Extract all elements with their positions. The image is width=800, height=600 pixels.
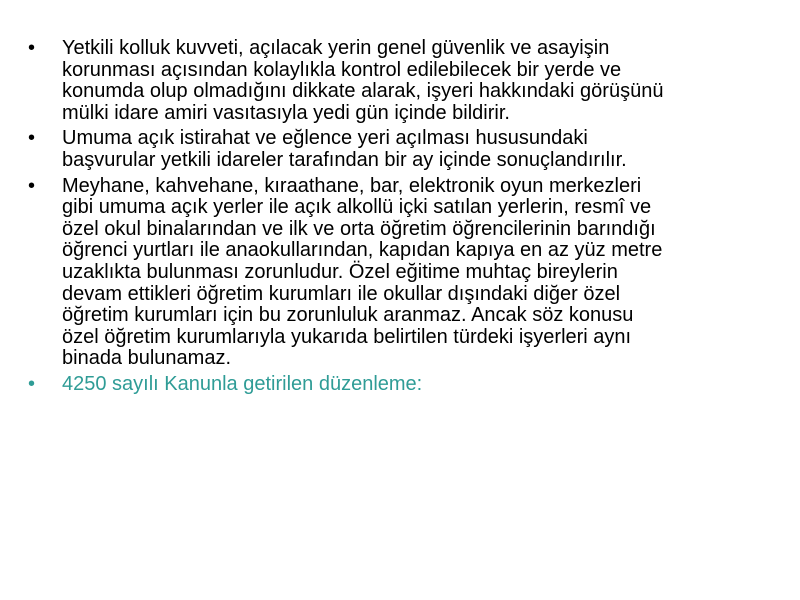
bullet-text: Meyhane, kahvehane, kıraathane, bar, elektronik oyun merkezleri gibi umuma açık yerler ile açık alkollü içki satılan yerlerin, resmî ve özel okul binalarından ve ilk ve orta öğretim öğrencilerinin barındığı öğrenci yurtları ile anaokullarından, kapıdan kapıya en az yüz metre uzaklıkta bulunması zorunludur. Özel eğitime muhtaç bireylerin devam ettikleri öğretim kurumları ile okullar dışındaki diğer özel öğretim kurumları için bu zorunluluk aranmaz. Ancak söz konusu özel öğretim kurumlarıyla yukarıda belirtilen türdeki işyerleri aynı binada bulunamaz. [62, 174, 663, 370]
bullet-item-4 [28, 374, 668, 396]
bullet-list [28, 38, 668, 400]
bullet-icon: • [28, 372, 36, 395]
bullet-icon: • [28, 174, 36, 197]
bullet-text: Yetkili kolluk kuvveti, açılacak yerin genel güvenlik ve asayişin korunması açısından kolaylıkla kontrol edilebilecek bir yerde ve konumda olup olmadığını dikkate alarak, işyeri hakkındaki görüşünü mülki idare amiri vasıtasıyla yedi gün içinde bildirir. [62, 37, 664, 124]
bullet-text: 4250 sayılı Kanunla getirilen düzenleme: [62, 372, 423, 395]
bullet-icon: • [28, 37, 36, 59]
bullet-icon: • [28, 127, 36, 150]
bullet-item-2 [28, 128, 668, 171]
bullet-item-3 [28, 176, 668, 370]
bullet-text: Umuma açık istirahat ve eğlence yeri açılması hususundaki başvurular yetkili idareler tarafından bir ay içinde sonuçlandırılır. [62, 127, 627, 171]
bullet-item-1 [28, 38, 668, 124]
